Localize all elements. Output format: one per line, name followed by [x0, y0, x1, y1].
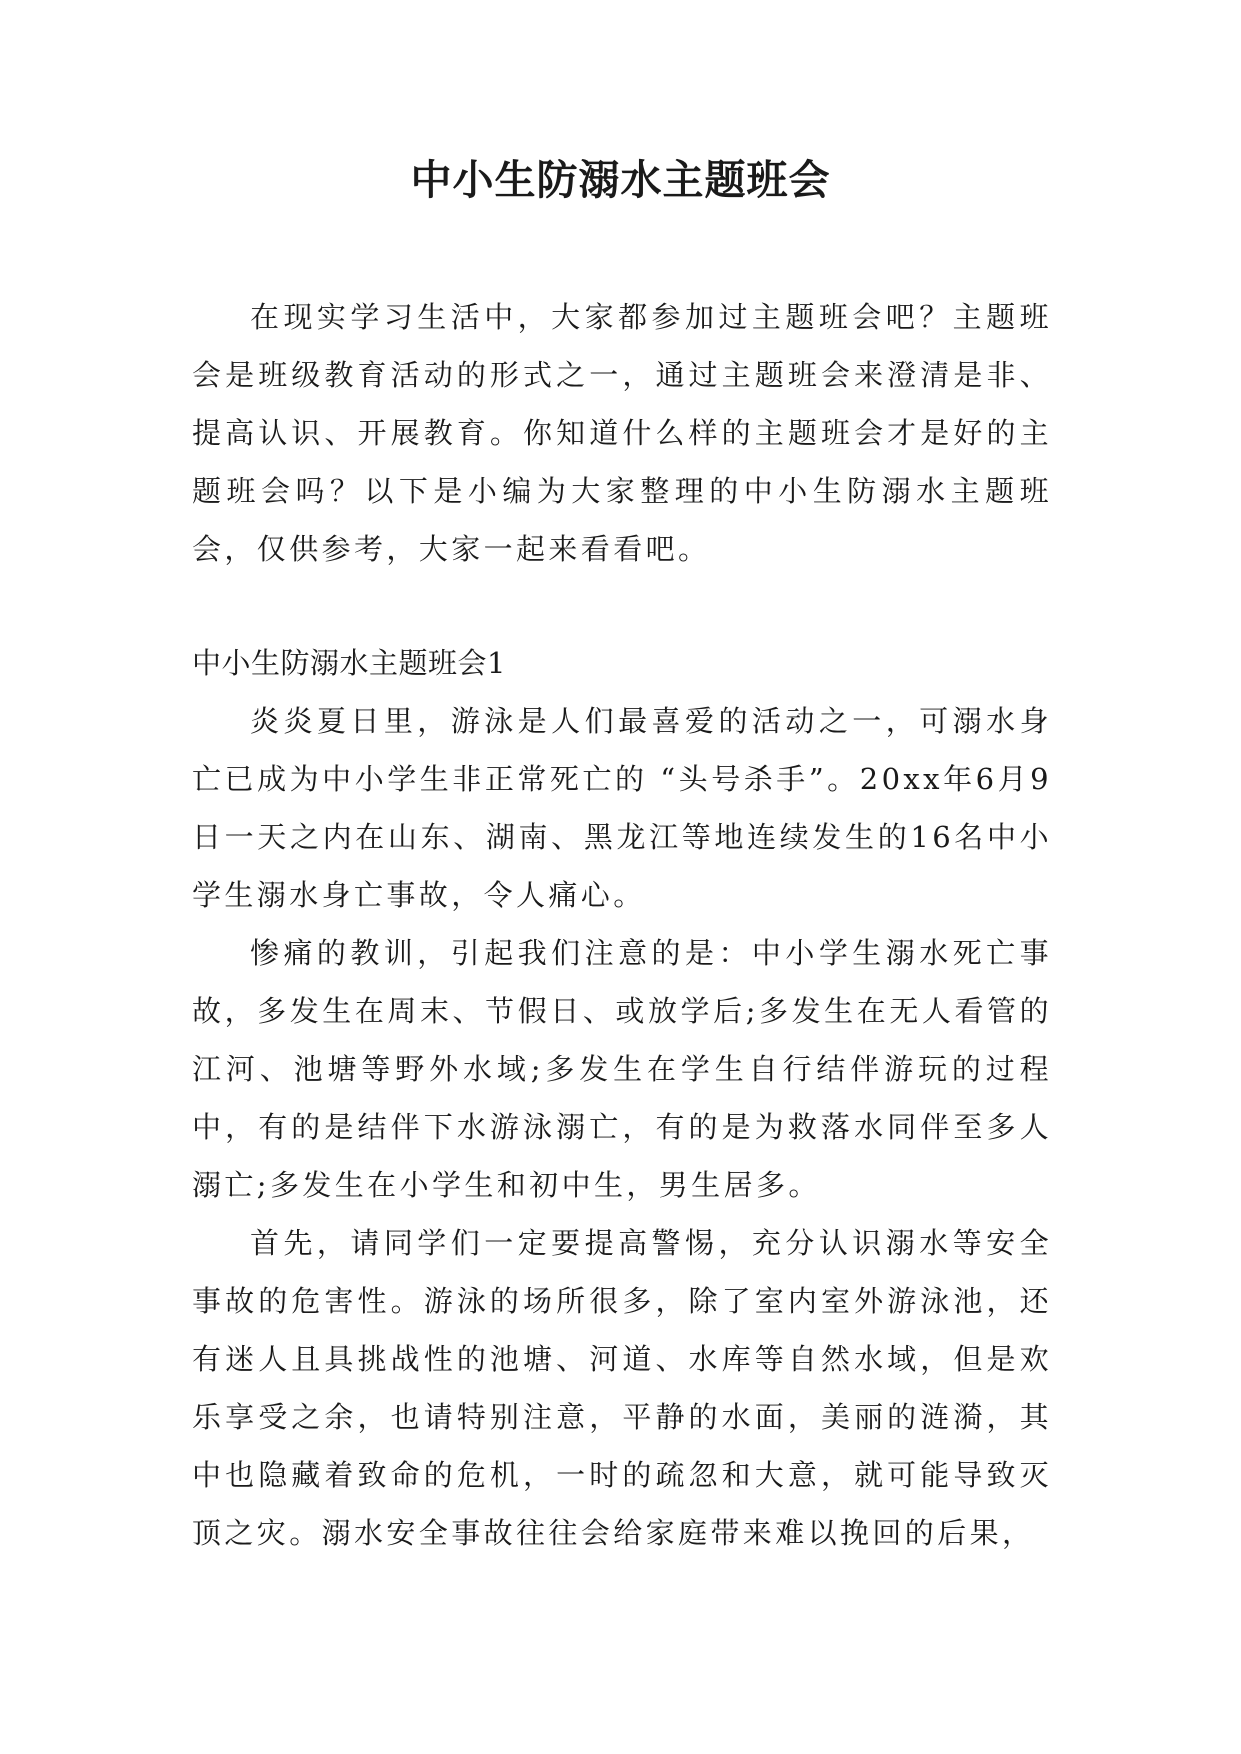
body-paragraph-2: 惨痛的教训，引起我们注意的是：中小学生溺水死亡事故，多发生在周末、节假日、或放学后;多发生在无人看管的江河、池塘等野外水域;多发生在学生自行结伴游玩的过程中，有的是结伴下水游泳溺亡，有的是为救落水同伴至多人溺亡;多发生在小学生和初中生，男生居多。	[192, 936, 1052, 1202]
section-heading: 中小生防溺水主题班会1	[192, 646, 506, 680]
body-paragraph-1: 炎炎夏日里，游泳是人们最喜爱的活动之一，可溺水身亡已成为中小学生非正常死亡的 “头号杀手”。20xx年6月9日一天之内在山东、湖南、黑龙江等地连续发生的16名中小学生溺水身亡事故，令人痛心。	[192, 704, 1052, 912]
intro-paragraph: 在现实学习生活中，大家都参加过主题班会吧？主题班会是班级教育活动的形式之一，通过主题班会来澄清是非、提高认识、开展教育。你知道什么样的主题班会才是好的主题班会吗？以下是小编为大家整理的中小生防溺水主题班会，仅供参考，大家一起来看看吧。	[192, 300, 1052, 566]
body-paragraph-3: 首先，请同学们一定要提高警惕，充分认识溺水等安全事故的危害性。游泳的场所很多，除了室内室外游泳池，还有迷人且具挑战性的池塘、河道、水库等自然水域，但是欢乐享受之余，也请特别注意，平静的水面，美丽的涟漪，其中也隐藏着致命的危机，一时的疏忽和大意，就可能导致灭顶之灾。溺水安全事故往往会给家庭带来难以挽回的后果，	[192, 1226, 1052, 1550]
document-body	[192, 288, 1052, 1562]
document-title: 中小生防溺水主题班会	[410, 156, 831, 204]
